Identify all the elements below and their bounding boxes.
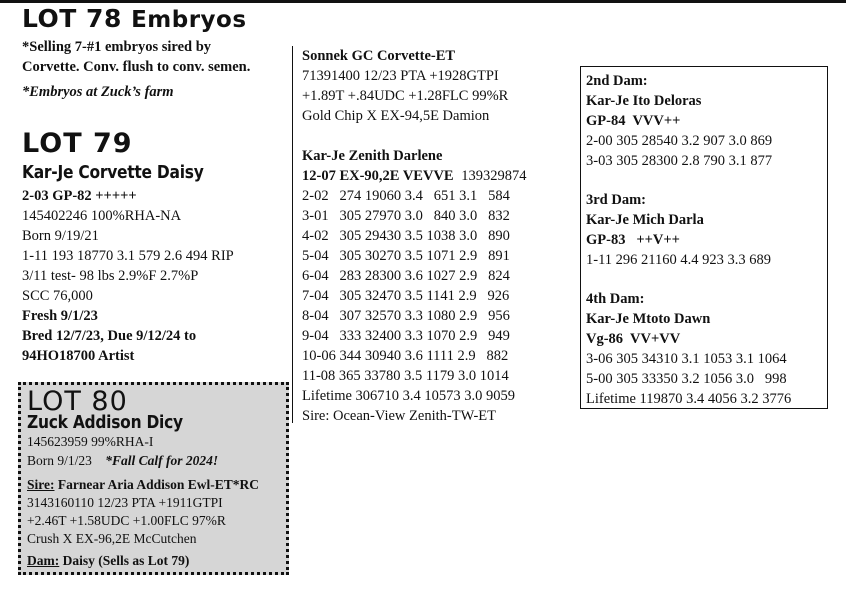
- lot80-sire-line3: Crush X EX-96,2E McCutchen: [27, 531, 197, 546]
- lot78-note: *Embryos at Zuck’s farm: [22, 84, 174, 100]
- lot80-dam-line: [27, 552, 189, 571]
- lot80-name: Zuck Addison Dicy: [27, 412, 183, 433]
- lot79-number: LOT 79: [22, 128, 133, 159]
- second-dam-record: 3-03 305 28300 2.8 790 3.1 877: [586, 153, 773, 169]
- dam-reg: 139329874: [461, 168, 527, 184]
- dam-classification: 12-07 EX-90,2E VEVVE: [302, 168, 454, 184]
- fourth-dam-class: Vg-86 VV+VV: [586, 331, 681, 347]
- lot79-reg: 145402246 100%RHA-NA: [22, 208, 182, 224]
- lot79-name: Kar-Je Corvette Daisy: [22, 162, 204, 183]
- dam-classification-line: [302, 166, 526, 186]
- lot79-test: 3/11 test- 98 lbs 2.9%F 2.7%P: [22, 268, 199, 284]
- dam-record: 5-04 305 30270 3.5 1071 2.9 891: [302, 248, 510, 264]
- lot79-bred-line2: 94HO18700 Artist: [22, 348, 135, 364]
- dam-record: 11-08 365 33780 3.5 1179 3.0 1014: [302, 368, 509, 384]
- second-dam: [586, 71, 772, 171]
- dam-record: 7-04 305 32470 3.5 1141 2.9 926: [302, 288, 510, 304]
- lot78-number: LOT 78: [22, 4, 122, 33]
- ancestor-dams-box: [580, 66, 828, 409]
- dam-record: 10-06 344 30940 3.6 1111 2.9 882: [302, 348, 509, 364]
- dam-record: 9-04 333 32400 3.3 1070 2.9 949: [302, 328, 510, 344]
- dam-record: 2-02 274 19060 3.4 651 3.1 584: [302, 188, 510, 204]
- lot80-sire-line: [27, 476, 259, 495]
- dam-record: 6-04 283 28300 3.6 1027 2.9 824: [302, 268, 510, 284]
- fourth-dam-lifetime: Lifetime 119870 3.4 4056 3.2 3776: [586, 391, 792, 407]
- dam-records: [302, 186, 515, 426]
- sire-line3: Gold Chip X EX-94,5E Damion: [302, 108, 490, 124]
- sire-name: Sonnek GC Corvette-ET: [302, 48, 456, 64]
- dam-record: 3-01 305 27970 3.0 840 3.0 832: [302, 208, 510, 224]
- third-dam: [586, 190, 771, 270]
- fourth-dam-name: Kar-Je Mtoto Dawn: [586, 311, 711, 327]
- fourth-dam-record: 3-06 305 34310 3.1 1053 3.1 1064: [586, 351, 787, 367]
- fourth-dam: [586, 289, 791, 409]
- lot79-scc: SCC 76,000: [22, 288, 93, 304]
- lot79-fresh: Fresh 9/1/23: [22, 308, 98, 324]
- dam-sire: Sire: Ocean-View Zenith-TW-ET: [302, 408, 496, 424]
- sire-line2: +1.89T +.84UDC +1.28FLC 99%R: [302, 88, 509, 104]
- lot80-dam-text: Daisy (Sells as Lot 79): [59, 553, 190, 568]
- dam-lifetime: Lifetime 306710 3.4 10573 3.0 9059: [302, 388, 516, 404]
- lot80-sire-name: Farnear Aria Addison Ewl-ET*RC: [54, 477, 260, 492]
- second-dam-name: Kar-Je Ito Deloras: [586, 93, 702, 109]
- fourth-dam-record: 5-00 305 33350 3.2 1056 3.0 998: [586, 371, 787, 387]
- third-dam-label: 3rd Dam:: [586, 192, 647, 208]
- second-dam-record: 2-00 305 28540 3.2 907 3.0 869: [586, 133, 773, 149]
- lot80-born-line: [27, 452, 218, 471]
- second-dam-label: 2nd Dam:: [586, 73, 648, 89]
- lot78-desc-line2: Corvette. Conv. flush to conv. semen.: [22, 59, 251, 75]
- lot80-born: Born 9/1/23: [27, 453, 92, 468]
- lot80-dam-label: Dam:: [27, 553, 60, 568]
- lot80-sire-line2: +2.46T +1.58UDC +1.00FLC 97%R: [27, 513, 226, 528]
- lot80-sire-line1: 3143160110 12/23 PTA +1911GTPI: [27, 495, 223, 510]
- lot80-reg: 145623959 99%RHA-I: [27, 434, 154, 449]
- top-rule: [0, 0, 846, 3]
- lot79-bred-line1: Bred 12/7/23, Due 9/12/24 to: [22, 328, 197, 344]
- lot79-born: Born 9/19/21: [22, 228, 99, 244]
- lot78-desc-line1: *Selling 7-#1 embryos sired by: [22, 39, 212, 55]
- fourth-dam-label: 4th Dam:: [586, 291, 645, 307]
- second-dam-class: GP-84 VVV++: [586, 113, 681, 129]
- column-divider: [292, 46, 293, 423]
- lot78-title: Embryos: [131, 7, 247, 33]
- third-dam-name: Kar-Je Mich Darla: [586, 212, 704, 228]
- dam-name: Kar-Je Zenith Darlene: [302, 148, 443, 164]
- lot80-number: LOT 80: [27, 386, 128, 417]
- third-dam-record: 1-11 296 21160 4.4 923 3.3 689: [586, 252, 772, 268]
- sire-line1: 71391400 12/23 PTA +1928GTPI: [302, 68, 499, 84]
- lot80-box: [18, 382, 289, 575]
- third-dam-class: GP-83 ++V++: [586, 232, 680, 248]
- dam-record: 4-02 305 29430 3.5 1038 3.0 890: [302, 228, 510, 244]
- dam-record: 8-04 307 32570 3.3 1080 2.9 956: [302, 308, 510, 324]
- lot79-record: 1-11 193 18770 3.1 579 2.6 494 RIP: [22, 248, 234, 264]
- lot79-classification: 2-03 GP-82 +++++: [22, 188, 137, 204]
- lot80-sire-label: Sire:: [27, 477, 55, 492]
- lot78-heading: [22, 4, 247, 33]
- lot80-note: *Fall Calf for 2024!: [105, 453, 219, 468]
